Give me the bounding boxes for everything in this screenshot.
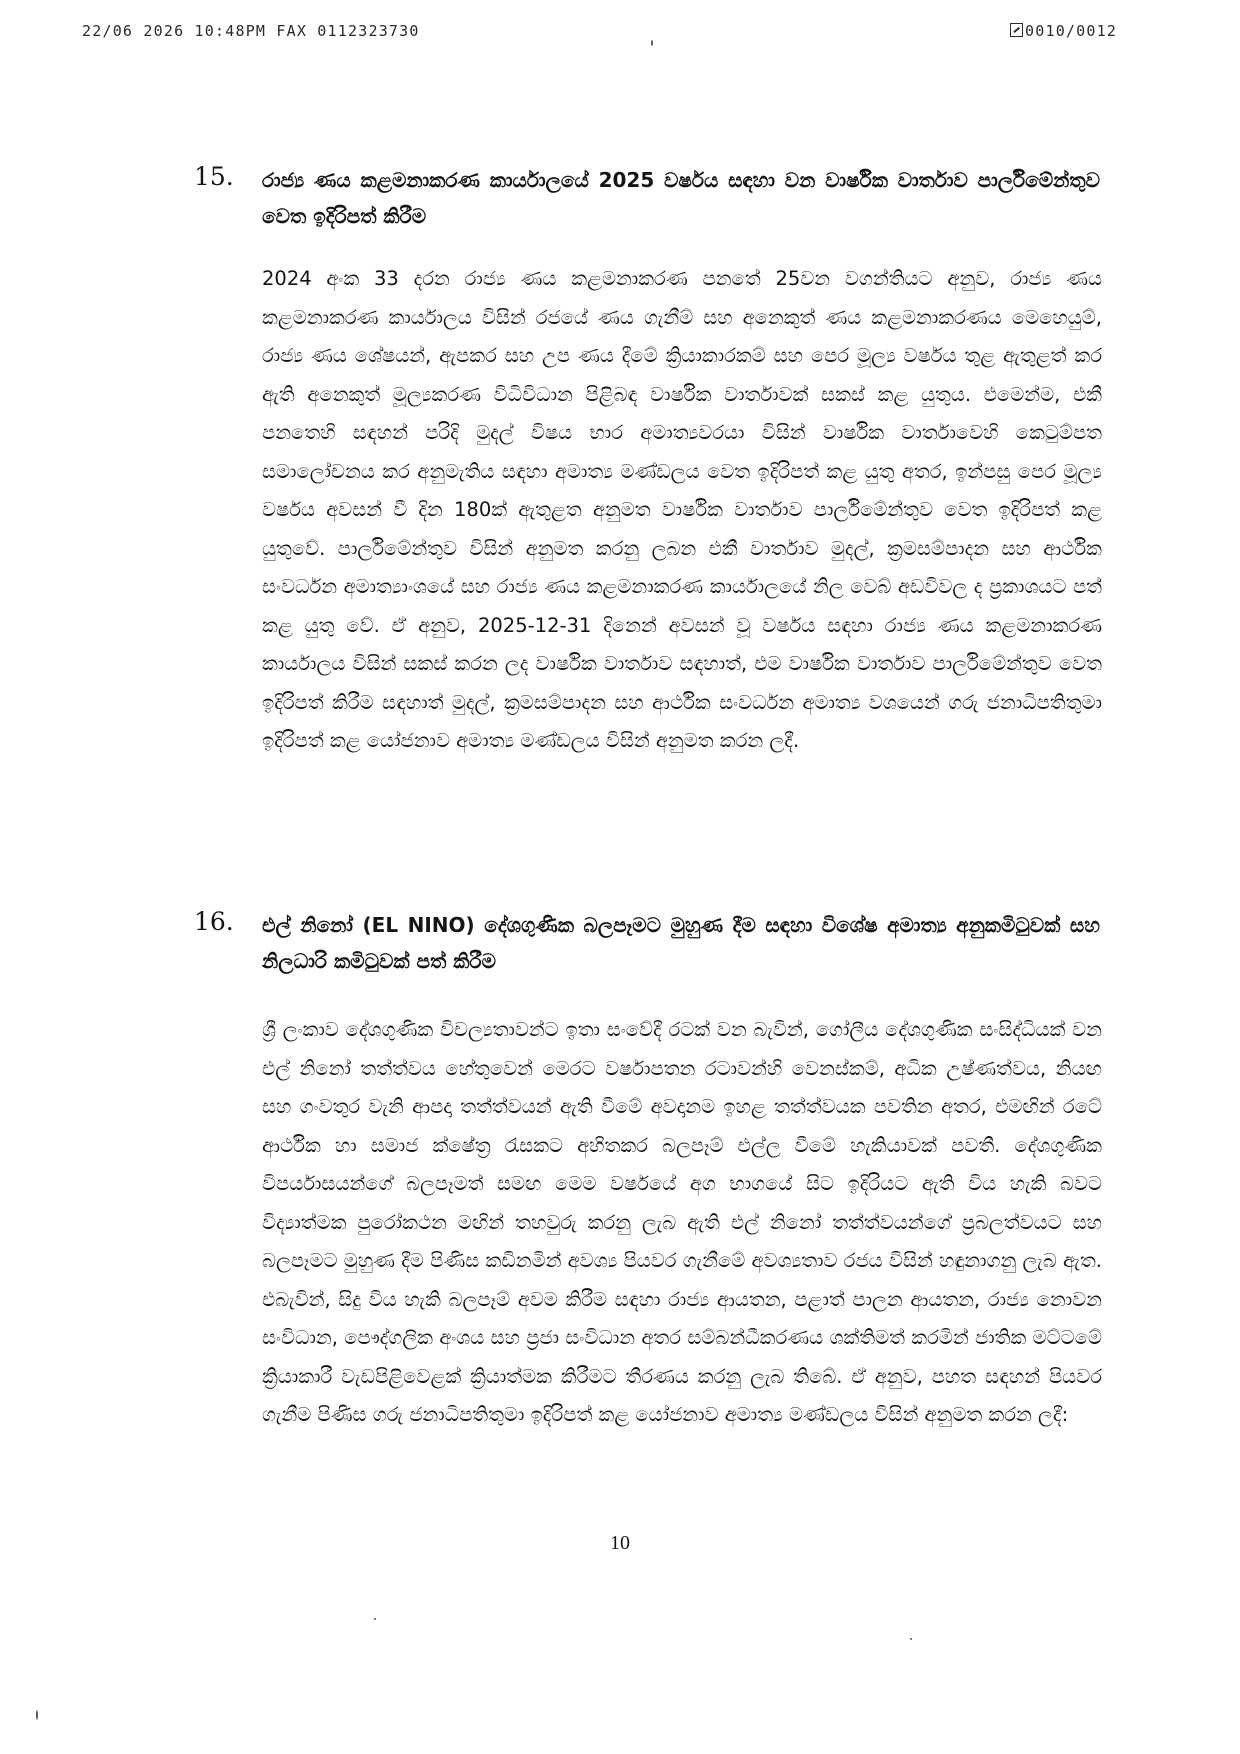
fax-checkbox-icon	[1010, 23, 1023, 37]
scan-speck	[651, 40, 653, 46]
section-number: 15.	[194, 162, 234, 191]
section-title: රාජ්‍ය ණය කළමනාකරණ කාර්යාලයේ 2025 වර්ෂය සඳහා වන වාර්ෂික වාර්තාව පාර්ලිමේන්තුව වෙත ඉදිරිපත් කිරීම	[262, 168, 1100, 228]
section-number: 16.	[194, 907, 234, 936]
fax-page-counter	[1010, 22, 1117, 40]
fax-transmission-info: 22/06 2026 10:48PM FAX 0112323730	[82, 22, 420, 40]
scan-speck	[910, 1638, 912, 1640]
page-number: 10	[610, 1532, 630, 1554]
section-title: එල් නිනෝ (EL NINO) දේශගුණික බලපෑමට මුහුණ දීම සඳහා විශේෂ අමාත්‍ය අනුකමිටුවක් සහ නිලධාරි කමිටුවක් පත් කිරීම	[262, 913, 1100, 973]
section-body: ශ්‍රී ලංකාව දේශගුණික විචල්‍යතාවන්ට ඉතා සංවේදී රටක් වන බැවින්, ගෝලීය දේශගුණික සංසිද්ධියක් වන එල් නිනෝ තත්ත්වය හේතුවෙන් මෙරට වර්ෂාපතන රටාවන්හි වෙනස්කම්, අධික උෂ්ණත්වය, නියඟ සහ ගංවතුර වැනි ආපදා තත්ත්වයන් ඇති වීමේ අවදානම ඉහළ තත්ත්වයක පවතින අතර, එමඟින් රටේ ආර්ථික හා සමාජ ක්ෂේත්‍ර රැසකට අහිතකර බලපෑම් එල්ල වීමේ හැකියාවක් පවතී. දේශගුණික විපර්යාසයන්ගේ බලපෑමත් සමඟ මෙම වර්ෂයේ අග භාගයේ සිට ඉදිරියට ඇති විය හැකි බවට විද්‍යාත්මක පුරෝකථන මඟින් තහවුරු කරනු ලැබ ඇති එල් නිනෝ තත්ත්වයන්ගේ ප්‍රබලත්වයට සහ බලපෑමට මුහුණ දීම පිණිස කඩිනමින් අවශ්‍ය පියවර ගැනීමේ අවශ්‍යතාව රජය විසින් හඳුනාගනු ලැබ ඇත. එබැවින්, සිදු විය හැකි බලපෑම් අවම කිරීම සඳහා රාජ්‍ය ආයතන, පළාත් පාලන ආයතන, රාජ්‍ය නොවන සංවිධාන, පෞද්ගලික අංශය සහ ප්‍රජා සංවිධාන අතර සම්බන්ධීකරණය ශක්තිමත් කරමින් ජාතික මට්ටමේ ක්‍රියාකාරී වැඩපිළිවෙළක් ක්‍රියාත්මක කිරීමට තීරණය කරනු ලැබ තිබේ. ඒ අනුව, පහත සඳහන් පියවර ගැනීම පිණිස ගරු ජනාධිපතිතුමා ඉදිරිපත් කළ යෝජනාව අමාත්‍ය මණ්ඩලය විසින් අනුමත කරන ලදී:	[262, 1018, 1102, 1426]
section-body: 2024 අංක 33 දරන රාජ්‍ය ණය කළමනාකරණ පනතේ 25වන වගන්තියට අනුව, රාජ්‍ය ණය කළමනාකරණ කාර්යාලය විසින් රජයේ ණය ගැනීම් සහ අනෙකුත් ණය කළමනාකරණය මෙහෙයුම්, රාජ්‍ය ණය ශේෂයන්, ඇපකර සහ උප ණය දීමේ ක්‍රියාකාරකම් සහ පෙර මූල්‍ය වර්ෂය තුළ ඇතුළත් කර ඇති අනෙකුත් මූල්‍යකරණ විධිවිධාන පිළිබඳ වාර්ෂික වාර්තාවක් සකස් කළ යුතුය. එමෙන්ම, එකී පනතෙහි සඳහන් පරිදි මුදල් විෂය භාර අමාත්‍යවරයා විසින් වාර්ෂික වාර්තාවෙහි කෙටුම්පත සමාලෝචනය කර අනුමැතිය සඳහා අමාත්‍ය මණ්ඩලය වෙත ඉදිරිපත් කළ යුතු අතර, ඉන්පසු පෙර මූල්‍ය වර්ෂය අවසන් වී දින 180ක් ඇතුළත අනුමත වාර්ෂික වාර්තාව පාර්ලිමේන්තුව වෙත ඉදිරිපත් කළ යුතුවේ. පාර්ලිමේන්තුව විසින් අනුමත කරනු ලබන එකී වාර්තාව මුදල්, ක්‍රමසම්පාදන සහ ආර්ථික සංවර්ධන අමාත්‍යාංශයේ සහ රාජ්‍ය ණය කළමනාකරණ කාර්යාලයේ නිල වෙබ් අඩවිවල ද ප්‍රකාශයට පත් කළ යුතු වේ. ඒ අනුව, 2025-12-31 දිනෙන් අවසන් වූ වර්ෂය සඳහා රාජ්‍ය ණය කළමනාකරණ කාර්යාලය විසින් සකස් කරන ලද වාර්ෂික වාර්තාව සඳහාත්, එම වාර්ෂික වාර්තාව පාර්ලිමේන්තුව වෙත ඉදිරිපත් කිරීම සඳහාත් මුදල්, ක්‍රමසම්පාදන සහ ආර්ථික සංවර්ධන අමාත්‍ය වශයෙන් ගරු ජනාධිපතිතුමා ඉදිරිපත් කළ යෝජනාව අමාත්‍ය මණ්ඩලය විසින් අනුමත කරන ලදී.	[262, 267, 1102, 752]
scan-speck	[36, 1710, 38, 1720]
scan-speck	[374, 1618, 376, 1620]
fax-page-counter-text: 0010/0012	[1025, 22, 1118, 40]
